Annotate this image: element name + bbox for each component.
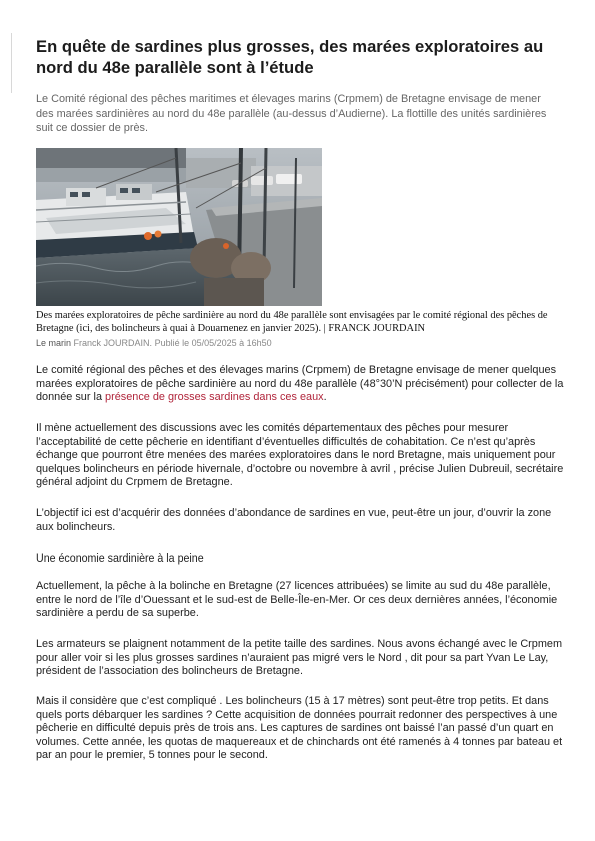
article-lead: Le Comité régional des pêches maritimes et élevages marins (Crpmem) de Bretagne envisage de mener des marées sardinières au nord du 48e parallèle (au-dessus d’Audierne). La flottille des unités sardinières suit ce dossier de près.: [36, 93, 547, 135]
byline-author: Franck JOURDAIN.: [73, 338, 153, 348]
paragraph-1: [36, 364, 566, 405]
paragraph-2: Il mène actuellement des discussions avec les comités départementaux des pêches pour mesurer l’acceptabilité de cette pêcherie en identifiant d’éventuelles difficultés de cohabitation. Ce n’est qu’après échange que pourront être menées des marées exploratoires dans le nord Bretagne, mais uniquement pour quelques bolincheurs en période hivernale, d’octobre ou novembre à avril , précise Julien Dubreuil, secrétaire général adjoint du Crpmem de Bretagne.: [36, 422, 564, 489]
paragraph-6: Mais il considère que c’est compliqué . Les bolincheurs (15 à 17 mètres) sont peut-être trop petits. Et dans quels ports débarquer les sardines ? Cette acquisition de données pourrait redonner des perspectives à une pêcherie en difficulté depuis près de trois ans. Les captures de sardines ont baissé l’an passé d’un quart en volumes. Cette année, les quotas de maquereaux et de chinchards ont été ramenés à 4 tonnes par bateau et par an pour le premier, 5 tonnes pour le second.: [36, 695, 563, 762]
article-title: En quête de sardines plus grosses, des marées exploratoires au nord du 48e parallèle sont à l’étude: [36, 37, 544, 77]
paragraph-3: L’objectif ici est d’acquérir des données d’abondance de sardines en vue, peut-être un jour, d’ouvrir la zone aux bolincheurs.: [36, 507, 552, 533]
paragraph-1-end: .: [323, 391, 327, 404]
byline-published: Publié le 05/05/2025 à 16h50: [154, 338, 272, 348]
section-subheading: Une économie sardinière à la peine: [36, 551, 204, 565]
paragraph-1-text: Le comité régional des pêches et des élevages marins (Crpmem) de Bretagne envisage de mener quelques marées exploratoires de pêche sardinière au nord du 48e parallèle (48°30’N précisément) pour collecter de la donnée sur la: [36, 364, 564, 404]
paragraph-5: Les armateurs se plaignent notamment de la petite taille des sardines. Nous avons échangé avec le Crpmem pour aller voir si les plus grosses sardines n’auraient pas migré vers le Nord , dit pour sa part Yvan Le Lay, président de l’association des bolincheurs de Bretagne.: [36, 638, 563, 678]
paragraph-4: Actuellement, la pêche à la bolinche en Bretagne (27 licences attribuées) se limite au sud du 48e parallèle, entre le nord de l’île d’Ouessant et le sud-est de Belle-Île-en-Mer. Or ces deux dernières années, l’économie sardinière a perdu de sa superbe.: [36, 580, 558, 620]
harbor-photo-illustration: [36, 148, 322, 306]
sardines-presence-link[interactable]: présence de grosses sardines dans ces eaux: [105, 391, 324, 404]
left-divider: [11, 33, 12, 93]
article-photo[interactable]: [36, 148, 322, 306]
byline-source: Le marin: [36, 338, 72, 348]
photo-caption: Des marées exploratoires de pêche sardinière au nord du 48e parallèle sont envisagées par le comité régional des pêches de Bretagne (ici, des bolincheurs à quai à Douarnenez en janvier 2025). | FRANCK JOURDAIN: [36, 310, 548, 335]
article-byline: [36, 337, 272, 349]
